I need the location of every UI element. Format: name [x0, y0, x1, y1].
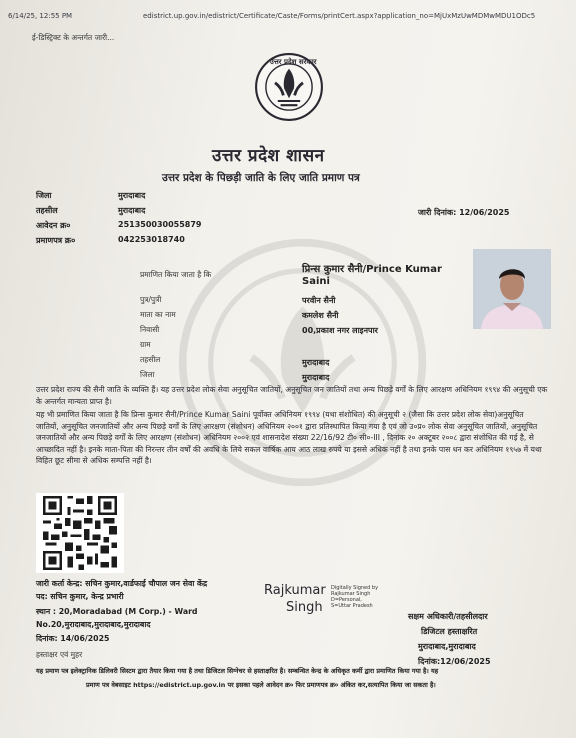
- detail-label: तहसील: [36, 206, 58, 215]
- residence: 00,प्रकाश नगर लाइनपार: [302, 326, 378, 335]
- issuer-date: दिनांक: 14/06/2025: [36, 634, 110, 643]
- detail-label: प्रमाणपत्र क्र०: [36, 236, 76, 245]
- tehsil: मुरादाबाद: [302, 358, 330, 367]
- certificate-paragraph: उत्तर प्रदेश राज्य की सैनी जाति के व्यक्ति हैं। यह उत्तर प्रदेश लोक सेवा अनुसूचित जातियों, अनुसूचित जन जातियों तथा अन्य पिछड़े वर्गों के लिए आरक्षण अधिनियम १९९४ की अनुसूची एक के अन्तर्गत मान्यता प्राप्त है।: [36, 385, 548, 406]
- issuer-center: जारी कर्ता केन्द्र: सचिन कुमार,वार्डफाई चौपाल जन सेवा केंद्र: [36, 579, 208, 588]
- signature-details: Digitally Signed by Rajkumar Singh D=Personal, S=Uttar Pradesh: [331, 585, 379, 609]
- qr-code-icon: [36, 493, 124, 573]
- detail-value: मुरादाबाद: [118, 191, 146, 200]
- field-label: जिला: [140, 370, 155, 379]
- issuer-post: पद: सचिन कुमार, केन्द्र प्रभारी: [36, 592, 124, 601]
- authority-digital: डिजिटल हस्ताक्षरित: [421, 627, 478, 636]
- signature-name-line2: Singh: [286, 600, 323, 615]
- field-label: ग्राम: [140, 340, 151, 349]
- field-label: माता का नाम: [140, 310, 176, 319]
- top-note: ई-डिस्ट्रिक्ट के अन्तर्गत जारी...: [32, 33, 115, 42]
- authority-date: दिनांक:12/06/2025: [418, 657, 491, 666]
- authority-place: मुरादाबाद,मुरादाबाद: [418, 642, 476, 651]
- application-number: 251350030055879: [118, 220, 202, 229]
- issue-date: जारी दिनांक: 12/06/2025: [418, 208, 510, 217]
- emblem-text: उत्तर प्रदेश सरकार: [270, 58, 317, 66]
- certificate-paragraph: यह भी प्रमाणित किया जाता है कि प्रिन्स कुमार सैनी/Prince Kumar Saini पूर्वोक्त अधिनियम १९९४ (यथा संशोधित) की अनुसूची २ (जैसा कि उत्तर प्रदेश लोक सेवा)अनुसूचित जातियों, अनुसूचित जनजातियों और अन्य पिछड़े वर्गों के लिए आरक्षण (संशोधन) अधिनियम २००१ द्वारा प्रतिस्थापित किया गया है एवं जो उ०प्र० लोक सेवा अनुसूचित जातियों, अनुसूचित जनजातियों और अन्य पिछड़े वर्गों के लिए आरक्षण (संशोधन) अधिनियम २००२ एवं शासनादेश संख्या 22/16/92 टी० सी०-III , दिनांक २० अक्टूबर २००८ द्वारा संशोधित की गई है, से आच्छादित नहीं है। इनके माता-पिता की निरन्तर तीन वर्षों की अवधि के लिये सकल वार्षिक आय आठ लाख रुपये या इससे अधिक नहीं है तथा इनके पास धन कर अधिनियम १९५७ में यथा विहित छूट सीमा से अधिक सम्पत्ति नहीं है।: [36, 410, 542, 465]
- signature-name: Rajkumar: [264, 583, 326, 598]
- footer-line: प्रमाण पत्र वेबसाइट https://edistrict.up.gov.in पर इसका पहले आवेदन क्र० फिर प्रमाणपत्र क्र० अंकित कर,सत्यापित किया जा सकता है।: [86, 681, 436, 689]
- page-subtitle: उत्तर प्रदेश के पिछड़ी जाति के लिए जाति प्रमाण पत्र: [162, 172, 360, 184]
- district: मुरादाबाद: [302, 373, 330, 382]
- sign-note: हस्ताक्षर एवं मुहर: [36, 650, 83, 659]
- footer-line: यह प्रमाण पत्र इलेक्ट्रानिक डिलिवरी सिस्टम द्वारा तैयार किया गया है तथा डिजिटल सिग्नेचर से हस्ताक्षरित है। सम्बन्धित केन्द्र के अधिकृत कर्मी द्वारा प्रमाणित किया गया है। यह: [36, 667, 439, 675]
- print-url: edistrict.up.gov.in/edistrict/Certificate/Caste/Forms/printCert.aspx?application_no=MjUxMzUwMDMwMDU1ODc5: [143, 12, 536, 20]
- person-photo-icon: [473, 249, 551, 329]
- cert-intro: प्रमाणित किया जाता है कि: [140, 270, 212, 279]
- print-timestamp: 6/14/25, 12:55 PM: [8, 12, 73, 20]
- issuer-place: स्थान : 20,Moradabad (M Corp.) - Ward: [36, 607, 198, 616]
- detail-label: जिला: [36, 191, 52, 200]
- detail-value: मुरादाबाद: [118, 206, 146, 215]
- field-label: तहसील: [140, 355, 161, 364]
- authority-title: सक्षम अधिकारी/तहसीलदार: [408, 612, 488, 621]
- page-title: उत्तर प्रदेश शासन: [212, 146, 325, 166]
- certificate-number: 042253018740: [118, 235, 185, 244]
- issuer-place-line2: No.20,मुरादाबाद,मुरादाबाद,मुरादाबाद: [36, 620, 151, 629]
- applicant-name: प्रिन्स कुमार सैनी/Prince Kumar Saini: [302, 264, 442, 287]
- field-label: निवासी: [140, 325, 160, 334]
- detail-label: आवेदन क्र०: [36, 221, 71, 230]
- mother-name: कमलेश सैनी: [302, 311, 339, 320]
- field-label: पुत्र/पुत्री: [140, 295, 162, 304]
- father-name: परवीन सैनी: [302, 296, 336, 305]
- applicant-photo: [473, 249, 551, 329]
